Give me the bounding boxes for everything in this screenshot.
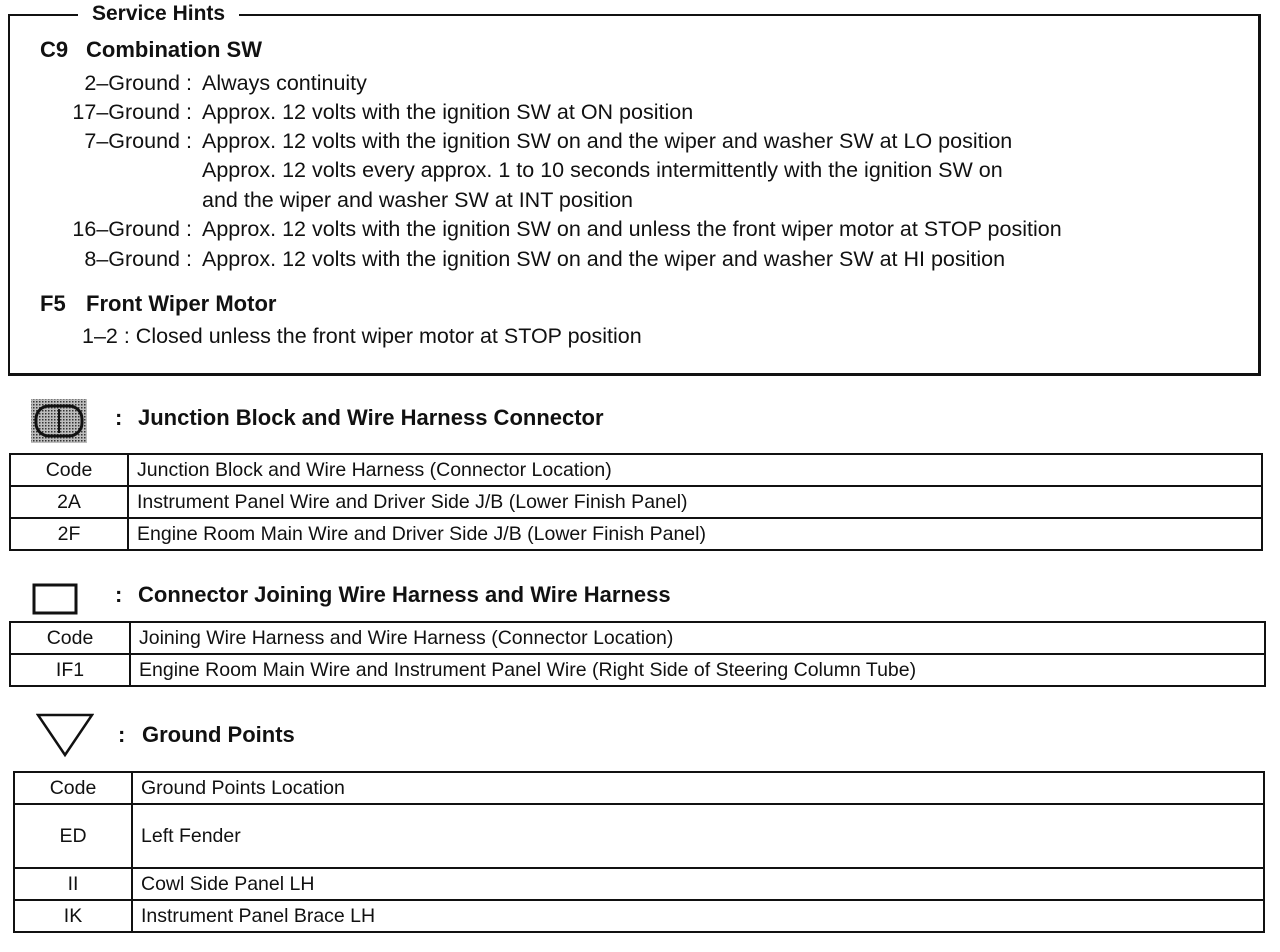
table-header-row [10, 622, 1265, 654]
ground-points-table [13, 771, 1265, 933]
hint-colon: : [186, 217, 192, 241]
legend-colon: : [118, 722, 126, 747]
table-row [14, 900, 1264, 932]
table-header-desc: Joining Wire Harness and Wire Harness (Connector Location) [130, 622, 1265, 654]
table-row [10, 654, 1265, 686]
hint-line: 1–2 : Closed unless the front wiper motor at STOP position [82, 324, 642, 348]
table-row [14, 868, 1264, 900]
section-heading-c9 [40, 37, 262, 63]
junction-block-icon [30, 398, 88, 444]
hint-text: Approx. 12 volts with the ignition SW at ON position [202, 100, 694, 124]
hint-text: Approx. 12 volts with the ignition SW on and unless the front wiper motor at STOP position [202, 217, 1062, 241]
ground-points-heading: Ground Points [142, 722, 295, 747]
legend-colon: : [115, 405, 123, 430]
table-cell-code: IK [14, 900, 132, 932]
hint-colon: : [186, 247, 192, 271]
hint-colon: : [186, 100, 192, 124]
hint-text: Approx. 12 volts with the ignition SW on and the wiper and washer SW at LO position [202, 129, 1013, 153]
hint-pin: 17–Ground [72, 100, 180, 124]
hint-pin: 7–Ground [84, 129, 180, 153]
hint-colon: : [186, 71, 192, 95]
table-cell-desc: Instrument Panel Brace LH [132, 900, 1264, 932]
hint-pin: 2–Ground [84, 71, 180, 95]
connector-joining-table [9, 621, 1266, 687]
table-header-code: Code [10, 622, 130, 654]
table-header-desc: Junction Block and Wire Harness (Connector Location) [128, 454, 1262, 486]
service-hints-title: Service Hints [78, 2, 239, 26]
table-header-row [10, 454, 1262, 486]
legend-colon: : [115, 582, 123, 607]
hint-pin: 8–Ground [84, 247, 180, 271]
table-cell-code: II [14, 868, 132, 900]
connector-joining-heading: Connector Joining Wire Harness and Wire Harness [138, 582, 671, 607]
hint-text: Always continuity [202, 71, 367, 95]
section-name: Combination SW [86, 37, 262, 62]
table-header-desc: Ground Points Location [132, 772, 1264, 804]
table-cell-desc: Engine Room Main Wire and Instrument Panel Wire (Right Side of Steering Column Tube) [130, 654, 1265, 686]
section-name: Front Wiper Motor [86, 291, 277, 316]
hint-text: Approx. 12 volts every approx. 1 to 10 seconds intermittently with the ignition SW on [202, 158, 1003, 182]
table-header-code: Code [14, 772, 132, 804]
hint-pin: 16–Ground [72, 217, 180, 241]
hint-text: Approx. 12 volts with the ignition SW on and the wiper and washer SW at HI position [202, 247, 1006, 271]
table-cell-code: ED [14, 804, 132, 868]
connector-square-icon [32, 583, 78, 615]
table-row [10, 518, 1262, 550]
table-cell-desc: Left Fender [132, 804, 1264, 868]
table-cell-code: IF1 [10, 654, 130, 686]
junction-block-table [9, 453, 1263, 551]
section-heading-f5 [40, 291, 276, 317]
table-header-code: Code [10, 454, 128, 486]
junction-block-heading: Junction Block and Wire Harness Connector [138, 405, 604, 430]
table-cell-desc: Engine Room Main Wire and Driver Side J/B (Lower Finish Panel) [128, 518, 1262, 550]
table-cell-desc: Instrument Panel Wire and Driver Side J/B (Lower Finish Panel) [128, 486, 1262, 518]
table-cell-code: 2A [10, 486, 128, 518]
table-row [10, 486, 1262, 518]
table-cell-desc: Cowl Side Panel LH [132, 868, 1264, 900]
ground-triangle-icon [36, 712, 94, 758]
hint-colon: : [186, 129, 192, 153]
table-row [14, 804, 1264, 868]
table-cell-code: 2F [10, 518, 128, 550]
hint-text: and the wiper and washer SW at INT position [202, 188, 634, 212]
table-header-row [14, 772, 1264, 804]
service-hints-box [8, 14, 1261, 376]
section-code: C9 [40, 37, 69, 62]
section-code: F5 [40, 291, 66, 316]
